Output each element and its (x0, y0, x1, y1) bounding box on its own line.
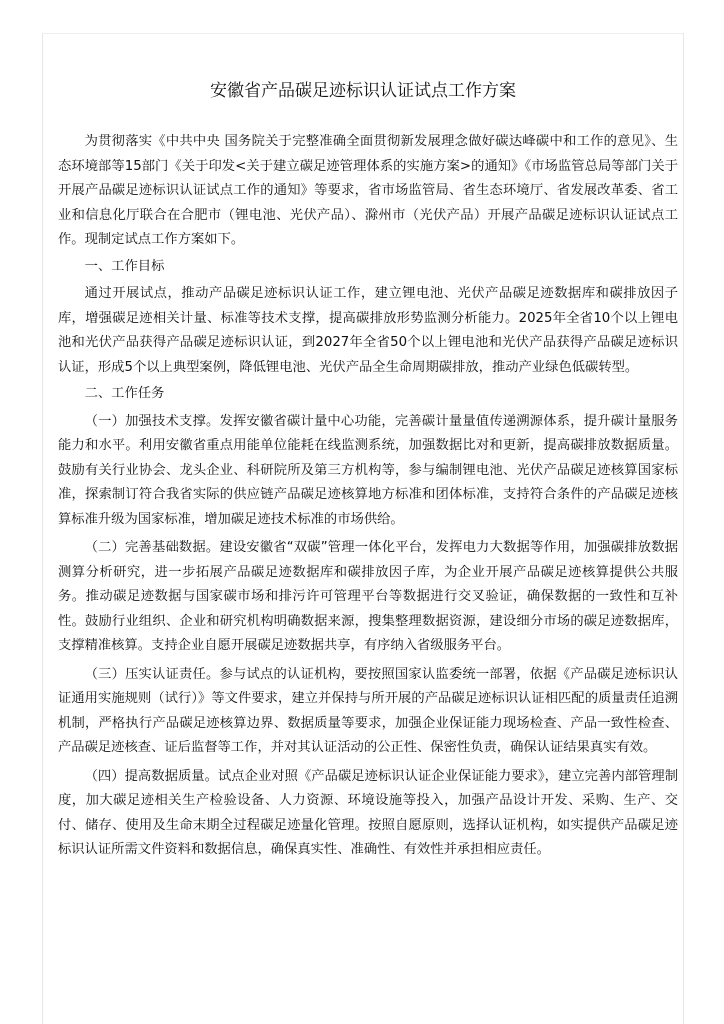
document-page (42, 33, 684, 1024)
goals-paragraph: 通过开展试点，推动产品碳足迹标识认证工作，建立锂电池、光伏产品碳足迹数据库和碳排放因子库，增强碳足迹相关计量、标准等技术支撑，提高碳排放形势监测分析能力。2025年全省10个以上锂电池和光伏产品获得产品碳足迹标识认证，到2027年全省50个以上锂电池和光伏产品获得产品碳足迹标识认证，形成5个以上典型案例，降低锂电池、光伏产品全生命周期碳排放，推动产业绿色低碳转型。 (58, 286, 678, 375)
task-paragraph-4: （四）提高数据质量。试点企业对照《产品碳足迹标识认证企业保证能力要求》，建立完善内部管理制度，加大碳足迹相关生产检验设备、人力资源、环境设施等投入，加强产品设计开发、采购、生产、交付、储存、使用及生命末期全过程碳足迹量化管理。按照自愿原则，选择认证机构，如实提供产品碳足迹标识认证所需文件资料和数据信息，确保真实性、准确性、有效性并承担相应责任。 (58, 768, 678, 857)
task-paragraph-2: （二）完善基础数据。建设安徽省“双碳”管理一体化平台，发挥电力大数据等作用，加强碳排放数据测算分析研究，进一步拓展产品碳足迹数据库和碳排放因子库，为企业开展产品碳足迹核算提供公共服务。推动碳足迹数据与国家碳市场和排污许可管理平台等数据进行交叉验证，确保数据的一致性和互补性。鼓励行业组织、企业和研究机构明确数据来源，搜集整理数据资源，建设细分市场的碳足迹数据库，支撑精准核算。支持企业自愿开展碳足迹数据共享，有序纳入省级服务平台。 (58, 540, 678, 653)
document-title: 安徽省产品碳足迹标识认证试点工作方案 (210, 81, 516, 101)
section-heading-tasks: 二、工作任务 (84, 386, 165, 401)
section-heading-goals: 一、工作目标 (84, 258, 165, 274)
task-paragraph-1: （一）加强技术支撑。发挥安徽省碳计量中心功能，完善碳计量量值传递溯源体系，提升碳计量服务能力和水平。利用安徽省重点用能单位能耗在线监测系统，加强数据比对和更新，提高碳排放数据质量。鼓励有关行业协会、龙头企业、科研院所及第三方机构等，参与编制锂电池、光伏产品碳足迹核算国家标准，探索制订符合我省实际的供应链产品碳足迹核算地方标准和团体标准，支持符合条件的产品碳足迹核算标准升级为国家标准，增加碳足迹技术标准的市场供给。 (58, 413, 678, 527)
document-body (58, 130, 678, 863)
intro-paragraph: 为贯彻落实《中共中央 国务院关于完整准确全面贯彻新发展理念做好碳达峰碳中和工作的意见》、生态环境部等15部门《关于印发<关于建立碳足迹管理体系的实施方案>的通知》《市场监管总局等部门关于开展产品碳足迹标识认证试点工作的通知》等要求，省市场监管局、省生态环境厅、省发展改革委、省工业和信息化厅联合在合肥市（锂电池、光伏产品）、滁州市（光伏产品）开展产品碳足迹标识认证试点工作。现制定试点工作方案如下。 (58, 134, 678, 247)
task-paragraph-3: （三）压实认证责任。参与试点的认证机构，要按照国家认监委统一部署，依据《产品碳足迹标识认证通用实施规则（试行）》等文件要求，建立并保持与所开展的产品碳足迹标识认证相匹配的质量责任追溯机制，严格执行产品碳足迹核算边界、数据质量等要求，加强企业保证能力现场检查、产品一致性检查、产品碳足迹核查、证后监督等工作，并对其认证活动的公正性、保密性负责，确保认证结果真实有效。 (58, 666, 678, 755)
